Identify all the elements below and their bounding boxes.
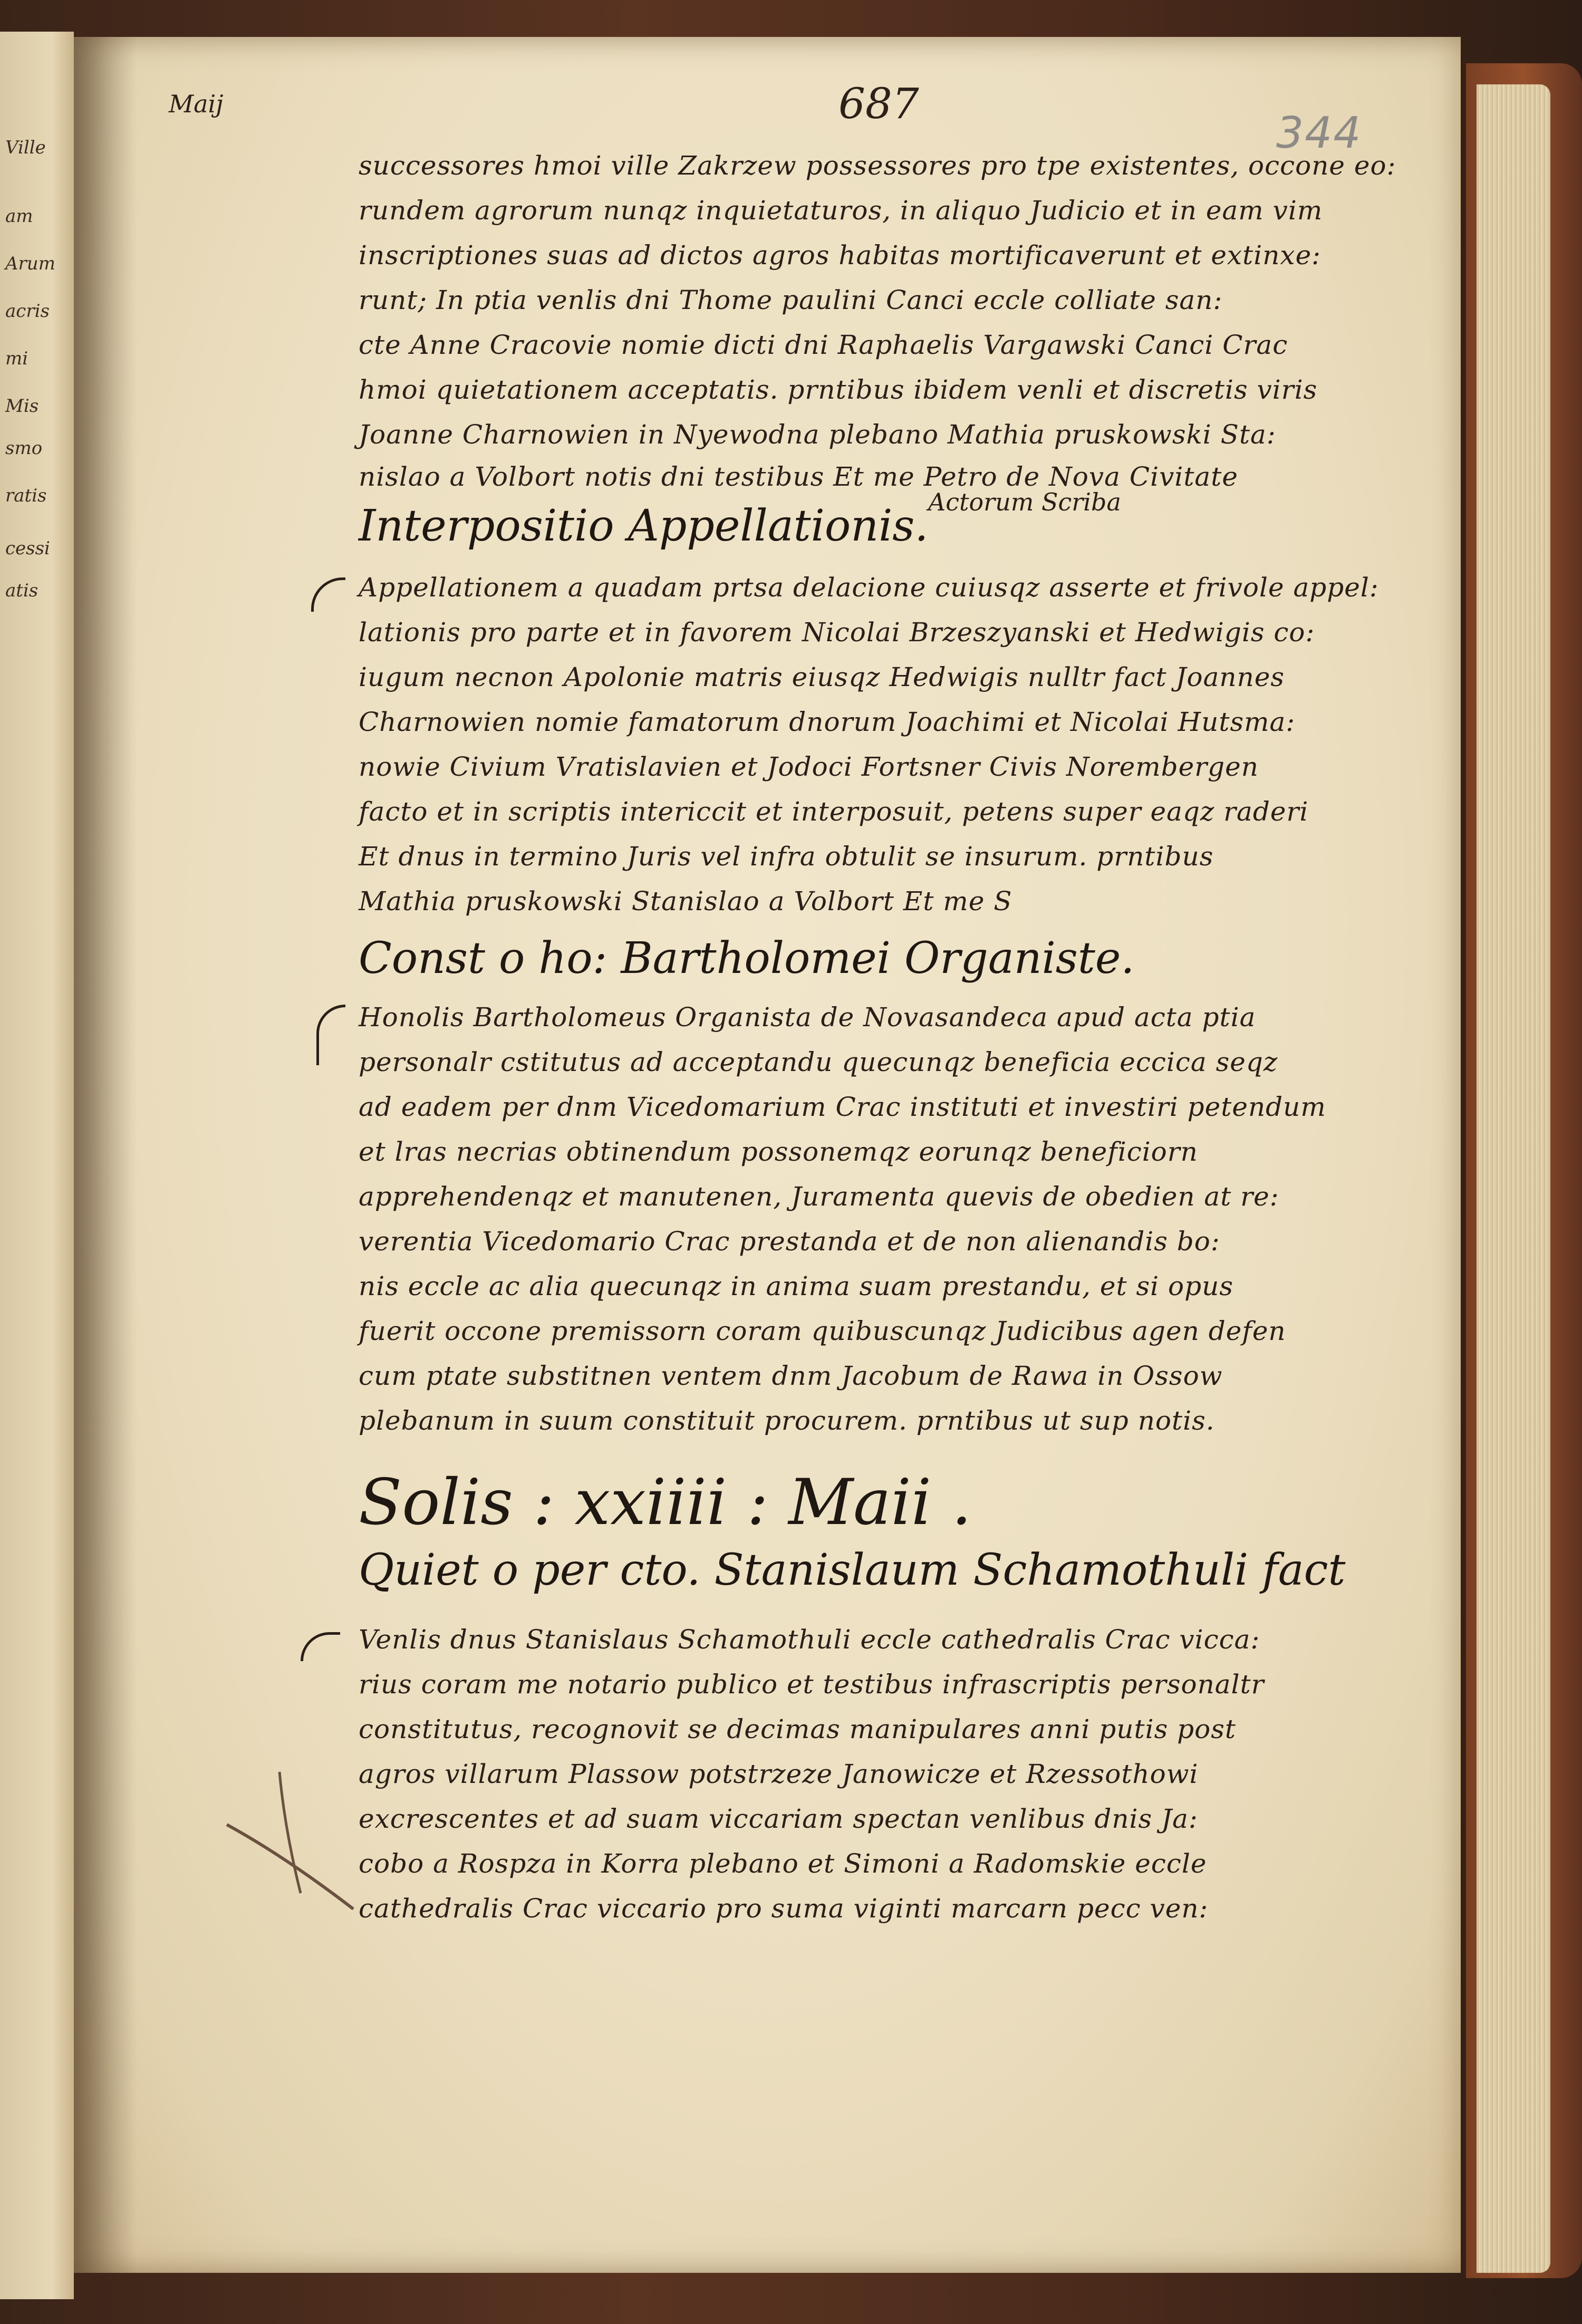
left-margin-word: Ville xyxy=(5,137,46,158)
text-line: Mathia pruskowski Stanislao a Volbort Et me S xyxy=(359,886,1012,917)
text-line: constitutus, recognovit se decimas manipulares anni putis post xyxy=(359,1714,1237,1744)
gutter-shadow xyxy=(74,37,137,2273)
text-line: nowie Civium Vratislavien et Jodoci Fortsner Civis Norembergen xyxy=(359,751,1259,782)
left-margin-word: Arum xyxy=(5,253,55,274)
section-heading-constitution: Const o ho: Bartholomei Organiste. xyxy=(359,933,1135,983)
text-line: nislao a Volbort notis dni testibus Et me Petro de Nova Civitate xyxy=(359,461,1238,492)
text-line: Joanne Charnowien in Nyewodna plebano Mathia pruskowski Sta: xyxy=(359,419,1276,450)
text-line: fuerit occone premissorn coram quibuscunqz Judicibus agen defen xyxy=(359,1316,1286,1346)
text-line: apprehendenqz et manutenen, Juramenta quevis de obedien at re: xyxy=(359,1181,1279,1212)
left-margin-word: atis xyxy=(5,580,38,601)
text-line: plebanum in suum constituit procurem. prntibus ut sup notis. xyxy=(359,1405,1215,1436)
left-margin-word: Mis xyxy=(5,396,39,417)
text-line: lationis pro parte et in favorem Nicolai Brzeszyanski et Hedwigis co: xyxy=(359,617,1315,648)
text-line: cobo a Rospza in Korra plebano et Simoni a Radomskie eccle xyxy=(359,1848,1207,1879)
section-heading-appellation: Interpositio Appellationis. xyxy=(359,501,929,551)
text-line: Honolis Bartholomeus Organista de Novasandeca apud acta ptia xyxy=(359,1002,1256,1033)
left-facing-page xyxy=(0,32,74,2299)
text-line: ad eadem per dnm Vicedomarium Crac instituti et investiri petendum xyxy=(359,1092,1326,1122)
text-line: Et dnus in termino Juris vel infra obtulit se insurum. prntibus xyxy=(359,841,1214,872)
text-line: rius coram me notario publico et testibus infrascriptis personaltr xyxy=(359,1669,1265,1700)
text-line: inscriptiones suas ad dictos agros habitas mortificaverunt et extinxe: xyxy=(359,240,1321,271)
margin-cross-mark xyxy=(221,1767,359,1914)
folio-number: 687 xyxy=(838,79,919,128)
text-line: facto et in scriptis intericcit et interposuit, petens super eaqz raderi xyxy=(359,796,1309,827)
scribe-note: Actorum Scriba xyxy=(928,488,1121,516)
left-margin-word: am xyxy=(5,206,33,227)
text-line: excrescentes et ad suam viccariam spectan venlibus dnis Ja: xyxy=(359,1804,1198,1834)
section-heading-quietation: Quiet o per cto. Stanislaum Schamothuli fact xyxy=(359,1545,1346,1595)
text-line: rundem agrorum nunqz inquietaturos, in aliquo Judicio et in eam vim xyxy=(359,195,1323,226)
text-line: verentia Vicedomario Crac prestanda et de non alienandis bo: xyxy=(359,1226,1220,1257)
left-margin-word: smo xyxy=(5,438,43,459)
pencil-folio-number: 344 xyxy=(1276,108,1362,158)
text-line: cte Anne Cracovie nomie dicti dni Raphaelis Vargawski Canci Crac xyxy=(359,330,1288,360)
text-line: iugum necnon Apolonie matris eiusqz Hedwigis nulltr fact Joannes xyxy=(359,662,1285,692)
text-line: cathedralis Crac viccario pro suma viginti marcarn pecc ven: xyxy=(359,1893,1209,1924)
left-margin-word: mi xyxy=(5,348,28,369)
text-line: nis eccle ac alia quecunqz in anima suam prestandu, et si opus xyxy=(359,1271,1233,1301)
left-margin-word: ratis xyxy=(5,485,47,506)
running-head: Maij xyxy=(169,90,224,118)
text-line: Appellationem a quadam prtsa delacione cuiusqz asserte et frivole appel: xyxy=(359,572,1379,603)
text-line: runt; In ptia venlis dni Thome paulini Canci eccle colliate san: xyxy=(359,285,1223,315)
text-line: cum ptate substitnen ventem dnm Jacobum de Rawa in Ossow xyxy=(359,1361,1223,1391)
date-heading: Solis : xxiiii : Maii . xyxy=(359,1466,972,1539)
text-line: Charnowien nomie famatorum dnorum Joachimi et Nicolai Hutsma: xyxy=(359,707,1296,737)
text-line: personalr cstitutus ad acceptandu quecunqz beneficia eccica seqz xyxy=(359,1047,1278,1077)
page-edges xyxy=(1477,84,1550,2273)
text-line: et lras necrias obtinendum possonemqz eorunqz beneficiorn xyxy=(359,1136,1198,1167)
text-line: agros villarum Plassow potstrzeze Janowicze et Rzessothowi xyxy=(359,1759,1199,1789)
text-line: successores hmoi ville Zakrzew possessores pro tpe existentes, occone eo: xyxy=(359,150,1396,181)
left-margin-word: cessi xyxy=(5,538,50,559)
text-line: Venlis dnus Stanislaus Schamothuli eccle cathedralis Crac vicca: xyxy=(359,1624,1260,1655)
text-line: hmoi quietationem acceptatis. prntibus ibidem venli et discretis viris xyxy=(359,374,1318,405)
left-margin-word: acris xyxy=(5,301,50,322)
